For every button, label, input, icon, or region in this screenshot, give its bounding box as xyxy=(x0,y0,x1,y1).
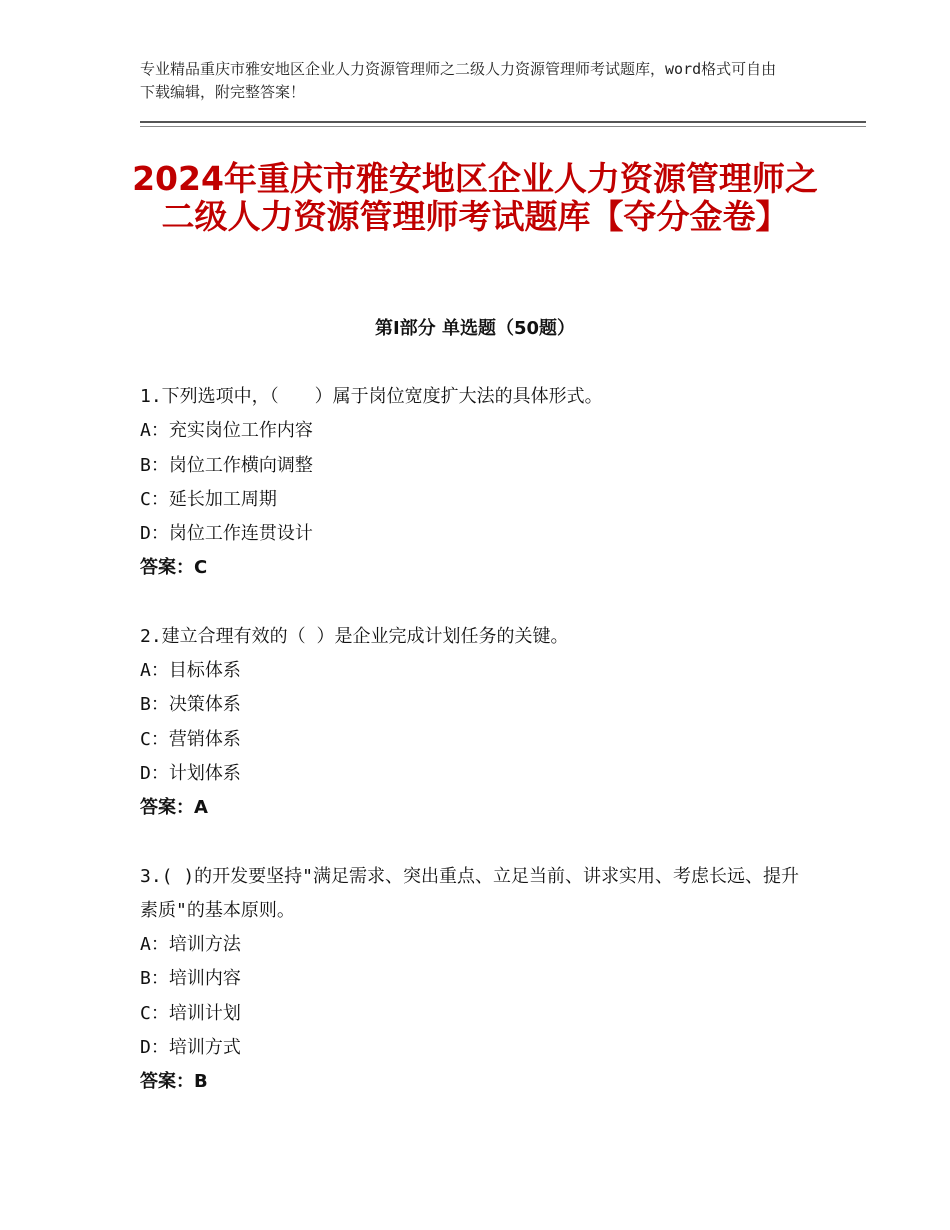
document-title: 2024年重庆市雅安地区企业人力资源管理师之二级人力资源管理师考试题库【夺分金卷】 xyxy=(132,159,818,236)
question-stem: 2.建立合理有效的（ ）是企业完成计划任务的关键。 xyxy=(140,625,569,647)
header-note: 专业精品重庆市雅安地区企业人力资源管理师之二级人力资源管理师考试题库，word格式可自由下载编辑，附完整答案！ xyxy=(140,60,777,101)
question-stem: 3.( )的开发要坚持"满足需求、突出重点、立足当前、讲求实用、考虑长远、提升素质"的基本原则。 xyxy=(140,865,800,921)
question-stem: 1.下列选项中，（ ）属于岗位宽度扩大法的具体形式。 xyxy=(140,386,603,407)
option-d: D：培训方式 xyxy=(140,1037,241,1059)
question-3 xyxy=(140,860,810,1100)
option-b: B：培训内容 xyxy=(140,968,241,990)
option-a: A：培训方法 xyxy=(140,934,241,956)
question-list xyxy=(140,380,810,1134)
answer: 答案：C xyxy=(140,557,208,579)
option-d: D：岗位工作连贯设计 xyxy=(140,523,313,545)
option-c: C：延长加工周期 xyxy=(140,488,277,510)
option-b: B：岗位工作横向调整 xyxy=(140,454,313,476)
answer: 答案：B xyxy=(140,1071,208,1093)
option-a: A：目标体系 xyxy=(140,660,241,682)
answer: 答案：A xyxy=(140,797,208,819)
section-heading: 第Ⅰ部分 单选题（50题） xyxy=(374,318,575,339)
question-2 xyxy=(140,620,810,826)
option-d: D：计划体系 xyxy=(140,762,241,784)
header-divider-thin xyxy=(140,126,866,127)
option-b: B：决策体系 xyxy=(140,694,241,716)
header-divider-thick xyxy=(140,121,866,123)
option-c: C：营销体系 xyxy=(140,728,241,750)
option-a: A：充实岗位工作内容 xyxy=(140,420,313,442)
option-c: C：培训计划 xyxy=(140,1002,241,1024)
question-1 xyxy=(140,380,810,586)
